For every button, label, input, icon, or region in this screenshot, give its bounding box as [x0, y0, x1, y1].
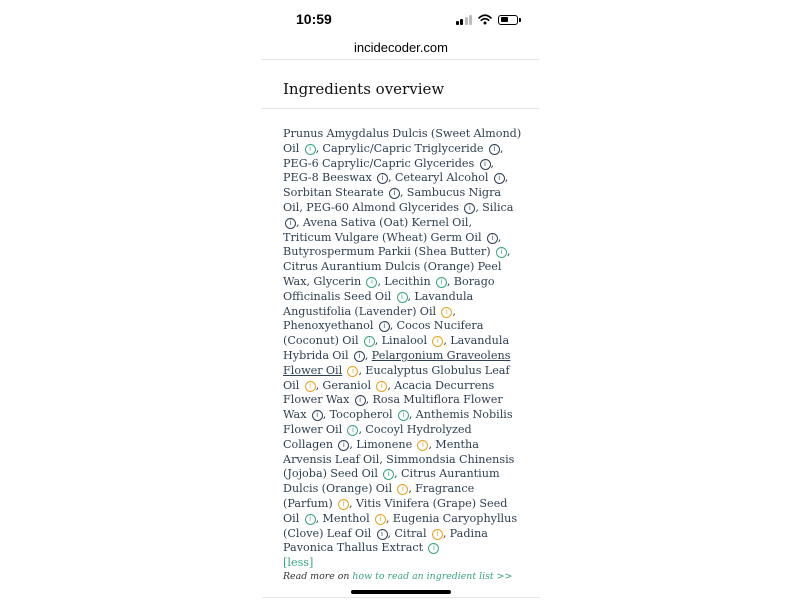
info-icon[interactable]: i: [366, 277, 377, 288]
ingredient-separator: ,: [408, 482, 416, 496]
ingredient-name: Prunus Amygdalus Dulcis (Sweet Almond) Oil: [283, 127, 522, 155]
ingredient-name: Lavandula Angustifolia (Lavender) Oil: [283, 289, 474, 318]
ingredient-name: Avena Sativa (Oat) Kernel Oil: [302, 215, 469, 229]
ingredient-name: Tocopherol: [329, 408, 393, 422]
info-icon[interactable]: i: [436, 277, 447, 288]
less-link[interactable]: [less]: [283, 556, 314, 569]
ingredient-separator: ,: [388, 171, 395, 185]
ingredient-separator: ,: [377, 274, 385, 288]
ingredient-separator: ,: [387, 526, 395, 540]
ingredient-name: Glycerin: [313, 274, 362, 288]
ingredient-separator: ,: [428, 437, 436, 451]
ingredient-separator: ,: [296, 215, 303, 229]
ingredient-name: Sorbitan Stearate: [283, 186, 384, 200]
ingredient-name: Menthol: [322, 511, 370, 525]
ingredient-name: PEG-6 Caprylic/Capric Glycerides: [283, 156, 475, 170]
ingredient-name: Triticum Vulgare (Wheat) Germ Oil: [283, 230, 482, 244]
ingredient-separator: ,: [349, 437, 357, 451]
ingredient-separator: ,: [394, 467, 401, 481]
ingredient-name: Silica: [482, 200, 514, 214]
ingredient-name: Borago Officinalis Seed Oil: [283, 274, 495, 303]
ingredient-name: Linalool: [381, 334, 428, 348]
ingredient-name: Butyrospermum Parkii (Shea Butter): [283, 245, 491, 259]
ingredient-separator: ,: [315, 141, 323, 155]
ingredient-name: Geraniol: [322, 378, 372, 392]
info-icon[interactable]: i: [305, 514, 316, 525]
ingredient-separator: ,: [504, 171, 509, 185]
ingredient-name: Lavandula Hybrida Oil: [283, 334, 510, 362]
info-icon[interactable]: i: [377, 173, 388, 184]
ingredient-separator: ,: [374, 334, 382, 348]
info-icon[interactable]: i: [480, 159, 491, 170]
ingredient-separator: ,: [349, 496, 356, 510]
ingredient-name[interactable]: Pelargonium Graveolens Flower Oil: [283, 348, 511, 377]
ingredient-name: Phenoxyethanol: [283, 319, 374, 333]
ingredient-separator: ,: [468, 215, 473, 229]
ingredient-separator: ,: [358, 422, 366, 436]
ingredient-name: Mentha Arvensis Leaf Oil: [283, 437, 479, 466]
ingredient-name: Eucalyptus Globulus Leaf Oil: [283, 363, 510, 392]
info-icon[interactable]: i: [379, 321, 390, 332]
info-icon[interactable]: i: [397, 292, 408, 303]
ingredient-name: Padina Pavonica Thallus Extract: [283, 526, 488, 555]
info-icon[interactable]: i: [364, 336, 375, 347]
title-divider: [262, 108, 540, 109]
info-icon[interactable]: i: [496, 247, 507, 258]
info-icon[interactable]: i: [489, 144, 500, 155]
read-more-line: [283, 571, 512, 582]
ingredient-name: Fragrance (Parfum): [283, 482, 475, 510]
battery-icon: [498, 15, 518, 25]
info-icon[interactable]: i: [487, 233, 498, 244]
ingredient-separator: ,: [497, 230, 502, 244]
info-icon[interactable]: i: [312, 410, 323, 421]
info-icon[interactable]: i: [398, 410, 409, 421]
ingredient-separator: ,: [364, 348, 372, 362]
info-icon[interactable]: i: [383, 469, 394, 480]
ingredient-separator: ,: [399, 186, 407, 200]
read-more-link[interactable]: how to read an ingredient list >>: [352, 571, 513, 582]
ingredient-separator: ,: [446, 274, 454, 288]
ingredient-separator: ,: [506, 245, 511, 259]
info-icon[interactable]: i: [354, 351, 365, 362]
info-icon[interactable]: i: [305, 381, 316, 392]
ingredient-separator: ,: [315, 511, 323, 525]
ingredient-separator: ,: [379, 452, 387, 466]
signal-icon: [456, 15, 473, 25]
section-title: Ingredients overview: [283, 80, 445, 98]
ingredient-separator: ,: [385, 511, 393, 525]
ingredient-list: [283, 127, 523, 556]
home-indicator[interactable]: [351, 590, 451, 594]
ingredient-separator: ,: [443, 334, 451, 348]
ingredient-name: Limonene: [356, 437, 413, 451]
ingredient-name: Anthemis Nobilis Flower Oil: [283, 408, 513, 436]
read-more-prefix: Read more on: [283, 571, 353, 582]
ingredient-name: Sambucus Nigra Oil: [283, 186, 502, 214]
ingredient-name: PEG-60 Almond Glycerides: [306, 200, 460, 214]
info-icon[interactable]: i: [494, 173, 505, 184]
ingredient-separator: ,: [365, 393, 373, 407]
info-icon[interactable]: i: [338, 440, 349, 451]
ingredient-separator: ,: [389, 319, 397, 333]
ingredient-name: Rosa Multiflora Flower Wax: [283, 393, 503, 422]
info-icon[interactable]: i: [305, 144, 316, 155]
status-icons: [456, 14, 519, 25]
status-bar: [262, 0, 540, 40]
ingredient-separator: ,: [387, 378, 395, 392]
ingredient-separator: ,: [407, 289, 415, 303]
ingredient-name: Citrus Aurantium Dulcis (Orange) Oil: [283, 467, 500, 496]
info-icon[interactable]: i: [397, 484, 408, 495]
ingredient-separator: ,: [442, 526, 450, 540]
ingredient-name: PEG-8 Beeswax: [283, 171, 372, 185]
url-bar[interactable]: incidecoder.com: [354, 40, 448, 55]
info-icon[interactable]: i: [432, 336, 443, 347]
ingredient-name: Caprylic/Capric Triglyceride: [322, 141, 484, 155]
ingredient-name: Citrus Aurantium Dulcis (Orange) Peel Wax: [283, 260, 502, 288]
ingredient-name: Cocos Nucifera (Coconut) Oil: [283, 319, 484, 348]
url-divider: [262, 59, 540, 60]
ingredient-separator: ,: [475, 200, 483, 214]
ingredient-separator: ,: [408, 408, 416, 422]
ingredient-separator: ,: [322, 408, 330, 422]
ingredient-separator: ,: [299, 200, 307, 214]
info-icon[interactable]: i: [355, 395, 366, 406]
info-icon[interactable]: i: [464, 203, 475, 214]
info-icon[interactable]: i: [428, 543, 439, 554]
info-icon[interactable]: i: [375, 514, 386, 525]
ingredient-separator: ,: [452, 304, 456, 318]
info-icon[interactable]: i: [389, 188, 400, 199]
bottom-divider: [262, 597, 540, 598]
phone-screen: [262, 0, 540, 600]
info-icon[interactable]: i: [338, 499, 349, 510]
ingredient-name: Cetearyl Alcohol: [394, 171, 489, 185]
info-icon[interactable]: i: [285, 218, 296, 229]
ingredient-name: Lecithin: [384, 274, 431, 288]
info-icon[interactable]: i: [441, 307, 452, 318]
ingredient-name: Cocoyl Hydrolyzed Collagen: [283, 422, 472, 451]
status-time: 10:59: [296, 11, 332, 27]
ingredient-name: Eugenia Caryophyllus (Clove) Leaf Oil: [283, 511, 518, 540]
ingredient-name: Simmondsia Chinensis (Jojoba) Seed Oil: [283, 452, 515, 481]
ingredient-name: Acacia Decurrens Flower Wax: [283, 378, 495, 407]
ingredient-name: Citral: [394, 526, 427, 540]
ingredient-name: Vitis Vinifera (Grape) Seed Oil: [283, 496, 508, 525]
info-icon[interactable]: i: [377, 529, 388, 540]
info-icon[interactable]: i: [376, 381, 387, 392]
ingredient-separator: ,: [499, 141, 504, 155]
info-icon[interactable]: i: [347, 425, 358, 436]
ingredient-separator: ,: [306, 274, 314, 288]
ingredient-separator: ,: [490, 156, 495, 170]
ingredient-separator: ,: [358, 363, 366, 377]
ingredient-separator: ,: [315, 378, 323, 392]
info-icon[interactable]: i: [347, 366, 358, 377]
wifi-icon: [478, 14, 492, 25]
info-icon[interactable]: i: [432, 529, 443, 540]
info-icon[interactable]: i: [417, 440, 428, 451]
